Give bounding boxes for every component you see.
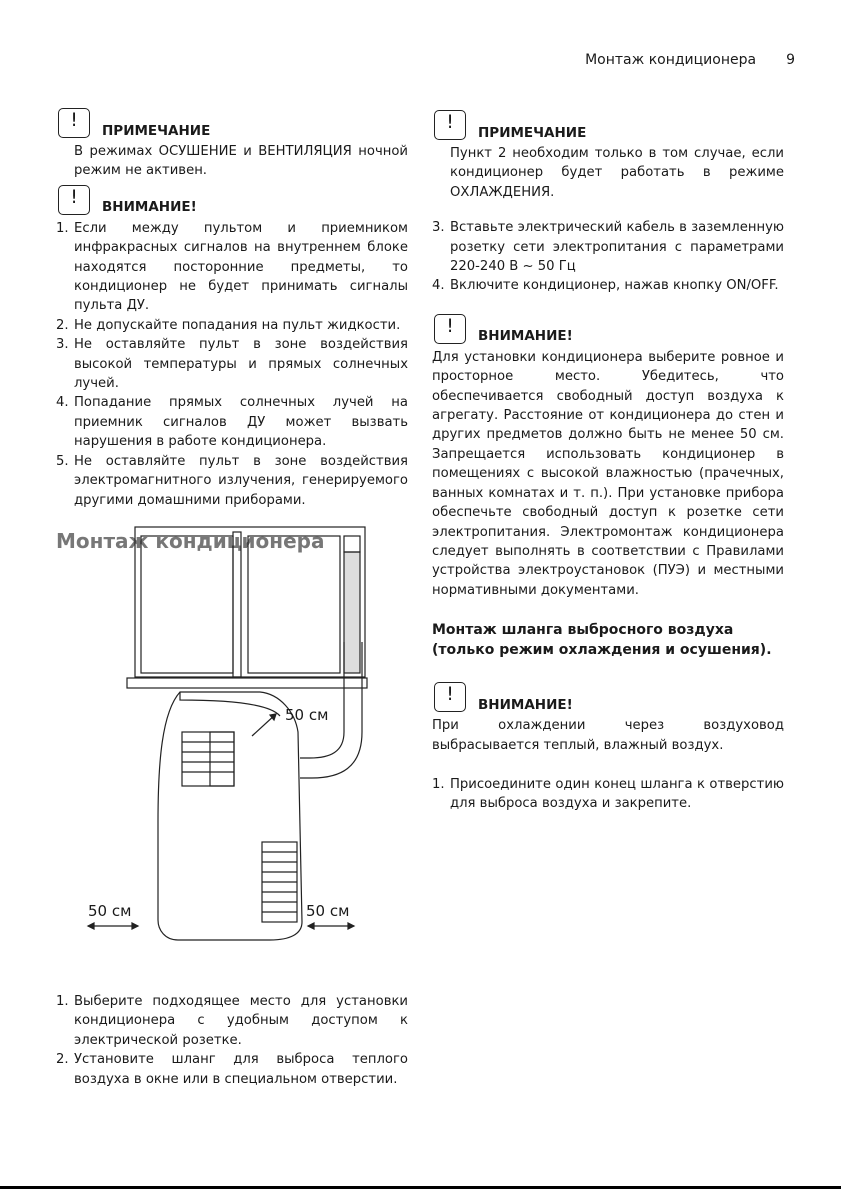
warning-title: ВНИМАНИЕ! xyxy=(478,328,573,345)
list-item: 1. Если между пультом и приемником инфракрасных сигналов на внутреннем блоке находятся посторонние предметы, то кондиционер не будет принимать сигналы пульта ДУ. xyxy=(56,220,408,314)
warning-title: ВНИМАНИЕ! xyxy=(102,199,197,216)
note-title: ПРИМЕЧАНИЕ xyxy=(102,122,211,139)
list-item: 2. Установите шланг для выброса теплого воздуха в окне или в специальном отверстии. xyxy=(56,1052,408,1087)
exclamation-icon xyxy=(434,314,466,344)
list-item: 1. Присоедините один конец шланга к отверстию для выброса воздуха и закрепите. xyxy=(432,776,784,812)
exclamation-icon xyxy=(434,110,466,140)
left-column xyxy=(56,108,408,551)
distance-label-top: 50 см xyxy=(285,706,329,724)
list-item: 3. Вставьте электрический кабель в заземленную розетку сети электропитания с параметрами 220-240 В ~ 50 Гц xyxy=(432,220,784,275)
list-item: 2. Не допускайте попадания на пульт жидкости. xyxy=(56,317,401,333)
ac-unit-diagram xyxy=(80,522,380,942)
list-item: 4. Попадание прямых солнечных лучей на приемник сигналов ДУ может вызвать нарушения в работе кондиционера. xyxy=(56,395,408,450)
list-item: 1. Выберите подходящее место для установки кондиционера с удобным доступом к электрической розетке. xyxy=(56,994,408,1048)
exclamation-icon xyxy=(58,108,90,138)
note-block xyxy=(434,110,784,140)
note-block xyxy=(58,108,408,138)
step-list xyxy=(432,218,784,296)
right-column xyxy=(432,110,784,814)
list-item: 4. Включите кондиционер, нажав кнопку ON/OFF. xyxy=(432,278,779,294)
list-item: 5. Не оставляйте пульт в зоне воздействия электромагнитного излучения, генерируемого другими домашними приборами. xyxy=(56,453,408,508)
warning-block xyxy=(58,185,408,215)
section-title: Монтаж кондиционера xyxy=(56,528,325,553)
page-number: 9 xyxy=(786,52,795,68)
note-title: ПРИМЕЧАНИЕ xyxy=(478,124,587,141)
subheading: Монтаж шланга выбросного воздуха (только режим охлаждения и осушения). xyxy=(432,622,772,659)
installation-illustration xyxy=(80,522,380,942)
warning-list xyxy=(56,219,408,510)
warning-title: ВНИМАНИЕ! xyxy=(478,696,573,713)
warning-text: Для установки кондиционера выберите ровное и просторное место. Убедитесь, что обеспечивается свободный доступ воздуха к агрегату. Расстояние от кондиционера до стен и других предметов должно быть не менее 50 см. Запрещается использовать кондиционер в помещениях с высокой влажностью (прачечных, ванных комнатах и т. п.). При установке прибора обеспечьте свободный доступ к розетке сети электропитания. Электромонтаж кондиционера следует выполнять в соответствии с Правилами устройства электроустановок (ПУЭ) и местными нормативными документами. xyxy=(432,349,784,598)
note-text: Пункт 2 необходим только в том случае, если кондиционер будет работать в режиме ОХЛАЖДЕНИЯ. xyxy=(450,146,784,200)
distance-label-right: 50 см xyxy=(306,902,350,920)
exclamation-icon xyxy=(58,185,90,215)
warning-block xyxy=(434,682,784,712)
distance-label-left: 50 см xyxy=(88,902,132,920)
header-title: Монтаж кондиционера xyxy=(585,52,757,68)
list-item: 3. Не оставляйте пульт в зоне воздействия высокой температуры и прямых солнечных лучей. xyxy=(56,337,408,392)
warning-text: При охлаждении через воздуховод выбрасывается теплый, влажный воздух. xyxy=(432,718,784,753)
warning-block xyxy=(434,314,784,344)
step-list xyxy=(432,775,784,814)
exclamation-icon xyxy=(434,682,466,712)
install-steps xyxy=(56,992,408,1089)
note-text: В режимах ОСУШЕНИЕ и ВЕНТИЛЯЦИЯ ночной режим не активен. xyxy=(74,144,408,179)
page-header xyxy=(585,52,795,68)
